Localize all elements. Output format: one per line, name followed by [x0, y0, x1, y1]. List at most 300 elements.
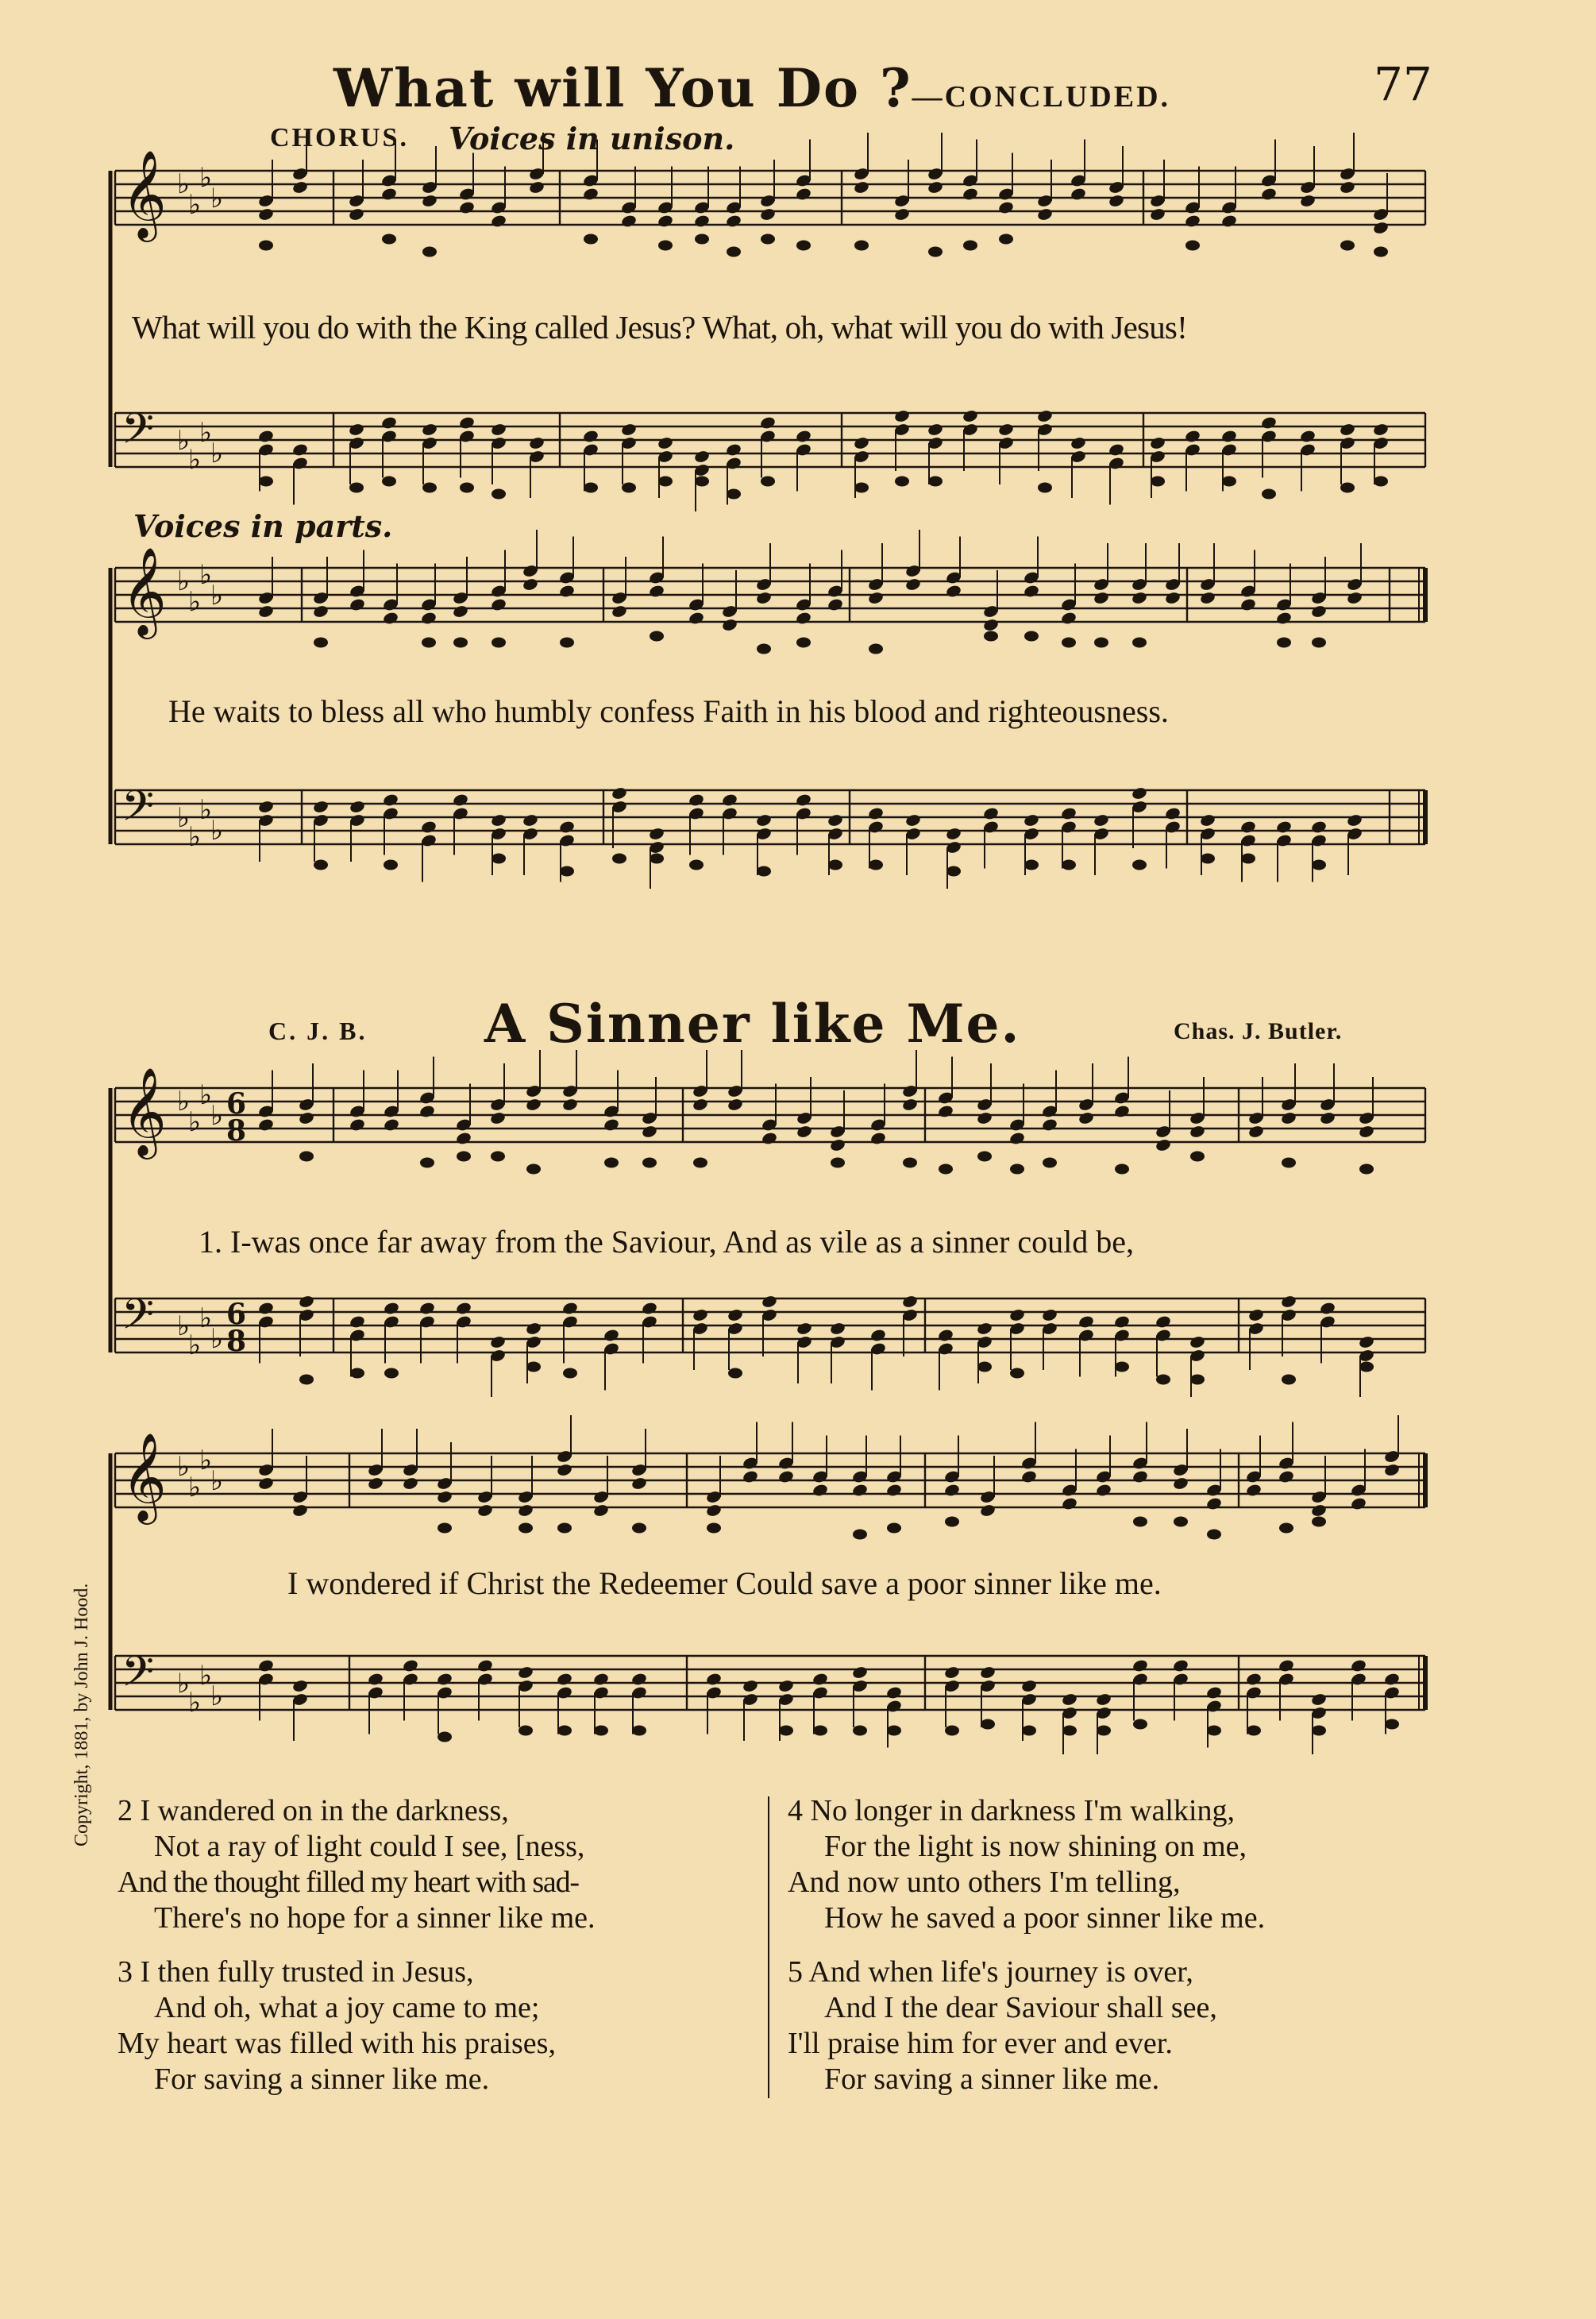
flat-icon: ♭	[199, 417, 213, 449]
hymn-author: C. J. B.	[268, 1017, 368, 1045]
flat-icon: ♭	[210, 438, 224, 469]
ledger-note-head	[438, 1732, 452, 1742]
time-signature-bottom: 8	[226, 1114, 247, 1148]
flat-icon: ♭	[188, 1687, 202, 1719]
note-head	[927, 423, 943, 437]
ledger-note-head	[689, 860, 704, 870]
ledger-note-head	[854, 241, 869, 251]
note-head	[1149, 436, 1166, 450]
ledger-note-head	[1024, 860, 1039, 870]
note-head	[1358, 1125, 1374, 1139]
note-head	[257, 207, 274, 222]
ledger-note-head	[632, 1726, 646, 1736]
flat-icon: ♭	[177, 1310, 191, 1342]
note-head	[721, 618, 738, 632]
note-head	[885, 1483, 902, 1497]
note-head	[721, 793, 738, 807]
ledger-note-head	[1207, 1726, 1221, 1736]
ledger-note-head	[761, 234, 775, 245]
note-head	[522, 577, 538, 592]
ledger-note-head	[612, 854, 626, 864]
note-head	[937, 1328, 954, 1342]
note-head	[1184, 214, 1201, 228]
note-head	[1036, 409, 1053, 423]
note-head	[943, 1483, 960, 1497]
note-head	[1310, 1503, 1327, 1518]
note-head	[692, 1308, 708, 1322]
note-head	[611, 786, 627, 801]
verse-line: How he saved a poor sinner like me.	[824, 1901, 1266, 1935]
note-head	[1149, 207, 1166, 222]
ledger-note-head	[492, 854, 506, 864]
note-head	[383, 1301, 399, 1315]
ledger-note-head	[1156, 1375, 1170, 1385]
note-head	[561, 1098, 578, 1112]
note-head	[705, 1672, 722, 1686]
note-head	[490, 423, 507, 437]
ledger-note-head	[350, 1368, 364, 1379]
note-head	[436, 1672, 453, 1686]
note-head	[1245, 1672, 1262, 1686]
note-head	[367, 1672, 384, 1686]
note-head	[1008, 1308, 1025, 1322]
verse-line: And oh, what a joy came to me;	[154, 1991, 540, 2024]
note-head	[1023, 813, 1039, 828]
ledger-note-head	[457, 1152, 471, 1162]
note-head	[620, 423, 637, 437]
note-head	[893, 409, 910, 423]
note-head	[490, 214, 507, 228]
ledger-note-head	[984, 631, 998, 642]
ledger-note-head	[828, 860, 842, 870]
note-head	[1041, 1308, 1058, 1322]
note-head	[851, 1665, 868, 1680]
note-head	[1346, 813, 1363, 828]
note-head	[298, 1295, 314, 1309]
flat-icon: ♭	[188, 1106, 202, 1138]
note-head	[582, 187, 599, 201]
note-head	[829, 1322, 846, 1336]
note-head	[1280, 1111, 1297, 1125]
ledger-note-head	[422, 247, 437, 257]
flat-icon: ♭	[210, 1465, 224, 1497]
note-head	[641, 1125, 657, 1139]
verse-line: 4 No longer in darkness I'm walking,	[788, 1794, 1236, 1827]
time-signature-top: 6	[226, 1298, 247, 1331]
note-head	[349, 597, 365, 612]
note-head	[648, 827, 665, 841]
ledger-note-head	[382, 234, 396, 245]
note-head	[525, 1322, 542, 1336]
verse-line: 2 I wandered on in the darkness,	[118, 1794, 509, 1827]
note-head	[620, 214, 637, 228]
ledger-note-head	[420, 1158, 434, 1168]
note-head	[1108, 194, 1124, 208]
note-head	[725, 442, 742, 457]
note-head	[402, 1658, 418, 1673]
flat-icon: ♭	[199, 1302, 213, 1334]
verse-4	[788, 1793, 1265, 1936]
note-head	[1310, 820, 1327, 834]
ledger-note-head	[584, 234, 598, 245]
ledger-note-head	[1340, 483, 1355, 493]
ledger-note-head	[594, 1726, 608, 1736]
verse-line: For the light is now shining on me,	[824, 1830, 1247, 1863]
ledger-note-head	[869, 644, 883, 654]
note-head	[603, 1117, 619, 1132]
ledger-note-head	[519, 1726, 533, 1736]
note-head	[1189, 1335, 1205, 1349]
note-head	[1095, 1692, 1112, 1707]
ledger-note-head	[560, 866, 574, 877]
hymn-lyric-1: 1. I-was once far away from the Saviour, And as vile as a sinner could be,	[199, 1224, 1135, 1260]
note-head	[693, 214, 710, 228]
note-head	[1131, 1658, 1148, 1673]
note-head	[867, 591, 884, 605]
note-head	[489, 1111, 506, 1125]
note-head	[1023, 584, 1039, 598]
ledger-note-head	[1282, 1375, 1296, 1385]
note-head	[558, 820, 575, 834]
ledger-note-head	[1312, 860, 1326, 870]
note-head	[1280, 1295, 1297, 1309]
note-head	[688, 611, 704, 625]
note-head	[522, 813, 538, 828]
note-head	[997, 423, 1014, 437]
note-head	[657, 436, 673, 450]
note-head	[904, 577, 921, 592]
note-head	[943, 1665, 960, 1680]
note-head	[755, 813, 772, 828]
flat-icon: ♭	[177, 425, 191, 457]
ledger-note-head	[557, 1523, 572, 1534]
note-head	[490, 813, 507, 828]
note-head	[1319, 1111, 1336, 1125]
ledger-note-head	[658, 241, 673, 251]
hymn-composer: Chas. J. Butler.	[1174, 1018, 1343, 1044]
ledger-note-head	[853, 1530, 867, 1540]
note-head	[688, 793, 704, 807]
note-head	[349, 800, 365, 814]
note-head	[436, 1490, 453, 1504]
flat-icon: ♭	[177, 565, 191, 597]
ledger-note-head	[1312, 1517, 1326, 1527]
chorus-label: CHORUS.	[270, 123, 409, 152]
note-head	[979, 1665, 996, 1680]
flat-icon: ♭	[199, 559, 213, 591]
note-head	[582, 429, 599, 443]
bass-clef-icon: 𝄢	[121, 405, 155, 464]
note-head	[1036, 207, 1053, 222]
ledger-note-head	[1094, 638, 1108, 648]
ledger-note-head	[1132, 860, 1147, 870]
ledger-note-head	[492, 489, 506, 500]
chorus-lyric-1: What will you do with the King called Jesus? What, oh, what will you do with Jesus!	[132, 309, 1187, 345]
note-head	[901, 1295, 918, 1309]
note-head	[1310, 604, 1327, 619]
note-head	[945, 827, 962, 841]
note-head	[291, 442, 308, 457]
ledger-note-head	[1062, 860, 1076, 870]
ledger-note-head	[491, 1152, 505, 1162]
note-head	[777, 1679, 794, 1693]
note-head	[853, 180, 869, 195]
note-head	[1172, 1476, 1189, 1491]
flat-icon: ♭	[199, 162, 213, 194]
ledger-note-head	[1115, 1362, 1129, 1372]
note-head	[291, 180, 308, 195]
note-head	[1247, 1308, 1264, 1322]
note-head	[976, 1111, 993, 1125]
note-head	[257, 604, 274, 619]
note-head	[901, 1098, 918, 1112]
verse-line: There's no hope for a sinner like me.	[154, 1901, 596, 1935]
ledger-note-head	[1374, 477, 1388, 487]
note-head	[693, 450, 710, 464]
ledger-note-head	[779, 1726, 793, 1736]
ledger-note-head	[887, 1523, 901, 1534]
note-head	[648, 584, 665, 598]
ledger-note-head	[422, 638, 436, 648]
note-head	[1131, 1469, 1148, 1484]
flat-icon: ♭	[177, 1668, 191, 1700]
note-head	[1319, 1301, 1336, 1315]
ledger-note-head	[761, 477, 775, 487]
note-head	[811, 1483, 828, 1497]
note-head	[1278, 1469, 1294, 1484]
note-head	[1155, 1314, 1171, 1329]
note-head	[1113, 1104, 1130, 1118]
note-head	[997, 200, 1014, 214]
verse-line: And I the dear Saviour shall see,	[824, 1991, 1217, 2024]
note-head	[312, 604, 329, 619]
ledger-note-head	[813, 1726, 827, 1736]
verse-5	[788, 1954, 1217, 2097]
ledger-note-head	[946, 866, 961, 877]
ledger-note-head	[1312, 1726, 1326, 1736]
note-head	[517, 1503, 534, 1518]
ledger-note-head	[604, 1158, 619, 1168]
verse-line: And now unto others I'm telling,	[788, 1866, 1181, 1899]
note-head	[257, 1476, 274, 1491]
note-head	[558, 584, 575, 598]
note-head	[592, 1503, 609, 1518]
ledger-note-head	[895, 477, 909, 487]
note-head	[1247, 1125, 1264, 1139]
note-head	[1020, 1469, 1037, 1484]
bass-clef-icon: 𝄢	[121, 1648, 155, 1707]
note-head	[476, 1658, 493, 1673]
ledger-note-head	[650, 854, 664, 864]
note-head	[705, 1503, 722, 1518]
ledger-note-head	[1207, 1530, 1221, 1540]
note-head	[592, 1672, 609, 1686]
ledger-note-head	[460, 483, 474, 493]
note-head	[979, 1503, 996, 1518]
note-head	[1310, 1692, 1327, 1707]
flat-icon: ♭	[199, 1079, 213, 1111]
flat-icon: ♭	[188, 1329, 202, 1361]
ledger-note-head	[314, 860, 328, 870]
flat-icon: ♭	[210, 815, 224, 847]
flat-icon: ♭	[188, 1472, 202, 1503]
page-title	[333, 57, 1170, 119]
ledger-note-head	[1062, 638, 1076, 648]
note-head	[867, 806, 884, 820]
ledger-note-head	[1024, 631, 1039, 642]
note-head	[528, 180, 545, 195]
ledger-note-head	[1174, 1517, 1188, 1527]
note-head	[795, 793, 811, 807]
note-head	[1093, 813, 1109, 828]
note-head	[452, 604, 468, 619]
note-head	[962, 409, 978, 423]
note-head	[1020, 1679, 1037, 1693]
note-head	[657, 214, 673, 228]
flat-icon: ♭	[199, 1660, 213, 1692]
note-head	[455, 1131, 472, 1145]
note-head	[937, 1104, 954, 1118]
note-head	[1372, 423, 1389, 437]
ledger-note-head	[1201, 854, 1215, 864]
note-head	[893, 207, 910, 222]
note-head	[1164, 806, 1181, 820]
note-head	[761, 1131, 777, 1145]
ledger-note-head	[299, 1375, 314, 1385]
bass-clef-icon: 𝄢	[121, 782, 155, 841]
ledger-note-head	[259, 477, 273, 487]
note-head	[611, 604, 627, 619]
bass-clef-icon: 𝄢	[121, 1291, 155, 1349]
ledger-note-head	[384, 1368, 399, 1379]
flat-icon: ♭	[177, 1086, 191, 1117]
note-head	[982, 618, 999, 632]
note-head	[1299, 429, 1316, 443]
note-head	[420, 611, 437, 625]
ledger-note-head	[384, 860, 398, 870]
flat-icon: ♭	[210, 1680, 224, 1712]
note-head	[869, 1328, 886, 1342]
note-head	[630, 1672, 647, 1686]
hymn-lyric-2: I wondered if Christ the Redeemer Could save a poor sinner like me.	[287, 1565, 1162, 1601]
verse-line: 3 I then fully trusted in Jesus,	[118, 1955, 474, 1989]
ledger-note-head	[1340, 241, 1355, 251]
note-head	[1070, 436, 1086, 450]
flat-icon: ♭	[210, 1100, 224, 1132]
ledger-note-head	[1190, 1375, 1205, 1385]
note-head	[1275, 820, 1292, 834]
note-head	[458, 415, 475, 430]
ledger-note-head	[314, 638, 328, 648]
ledger-note-head	[796, 241, 811, 251]
note-head	[348, 207, 364, 222]
ledger-note-head	[727, 247, 741, 257]
ledger-note-head	[796, 638, 811, 648]
ledger-note-head	[1022, 1726, 1036, 1736]
page-number: 77	[1374, 57, 1432, 111]
note-head	[490, 597, 507, 612]
ledger-note-head	[1359, 1362, 1374, 1372]
time-signature-bottom: 8	[226, 1325, 247, 1358]
ledger-note-head	[526, 1164, 541, 1175]
flat-icon: ♭	[210, 183, 224, 214]
time-signature-top: 6	[226, 1087, 247, 1121]
ledger-note-head	[526, 1362, 541, 1372]
ledger-note-head	[831, 1158, 845, 1168]
note-head	[380, 415, 397, 430]
title-suffix: —CONCLUDED.	[912, 80, 1171, 114]
note-head	[759, 207, 776, 222]
note-head	[1245, 1483, 1262, 1497]
note-head	[641, 1301, 657, 1315]
ledger-note-head	[349, 483, 364, 493]
note-head	[1184, 429, 1201, 443]
note-head	[383, 1117, 399, 1132]
note-head	[1199, 591, 1216, 605]
ledger-note-head	[1359, 1164, 1374, 1175]
song-title: What will You Do ?	[333, 57, 912, 119]
note-head	[1239, 597, 1256, 612]
treble-clef-icon: 𝄞	[121, 1432, 167, 1521]
verse-line: My heart was filled with his praises,	[118, 2027, 556, 2060]
note-head	[927, 180, 943, 195]
flat-icon: ♭	[177, 168, 191, 200]
note-head	[777, 1469, 794, 1484]
ledger-note-head	[1222, 477, 1236, 487]
ledger-note-head	[1132, 638, 1147, 648]
note-head	[1346, 591, 1363, 605]
treble-clef-icon: 𝄞	[121, 149, 167, 238]
note-head	[561, 1301, 578, 1315]
note-head	[455, 1301, 472, 1315]
note-head	[291, 1679, 308, 1693]
note-head	[962, 187, 978, 201]
note-head	[1339, 180, 1355, 195]
ledger-note-head	[557, 1726, 572, 1736]
verse-line: Not a ray of light could I see, [ness,	[154, 1830, 585, 1863]
ledger-note-head	[563, 1368, 577, 1379]
ledger-note-head	[757, 866, 771, 877]
ledger-note-head	[853, 1726, 867, 1736]
verse-line: And the thought filled my heart with sad-	[118, 1866, 579, 1899]
note-head	[1299, 194, 1316, 208]
ledger-note-head	[519, 1523, 533, 1534]
copyright-note: Copyright, 1881, by John J. Hood.	[71, 1583, 92, 1846]
note-head	[1070, 187, 1086, 201]
note-head	[1220, 214, 1237, 228]
ledger-note-head	[560, 638, 574, 648]
ledger-note-head	[869, 860, 883, 870]
note-head	[829, 1138, 846, 1152]
ledger-note-head	[854, 483, 869, 493]
note-head	[420, 820, 437, 834]
ledger-note-head	[728, 1368, 742, 1379]
ledger-note-head	[1385, 1719, 1399, 1730]
note-head	[1131, 591, 1147, 605]
ledger-note-head	[1115, 1164, 1129, 1175]
treble-clef-icon: 𝄞	[121, 546, 167, 635]
note-head	[1278, 1658, 1294, 1673]
note-head	[1358, 1335, 1374, 1349]
note-head	[556, 1672, 572, 1686]
note-head	[1061, 1496, 1077, 1511]
note-head	[1372, 221, 1389, 235]
note-head	[1239, 820, 1256, 834]
note-head	[759, 415, 776, 430]
note-head	[1172, 1658, 1189, 1673]
ledger-note-head	[981, 1719, 995, 1730]
ledger-note-head	[1151, 477, 1165, 487]
